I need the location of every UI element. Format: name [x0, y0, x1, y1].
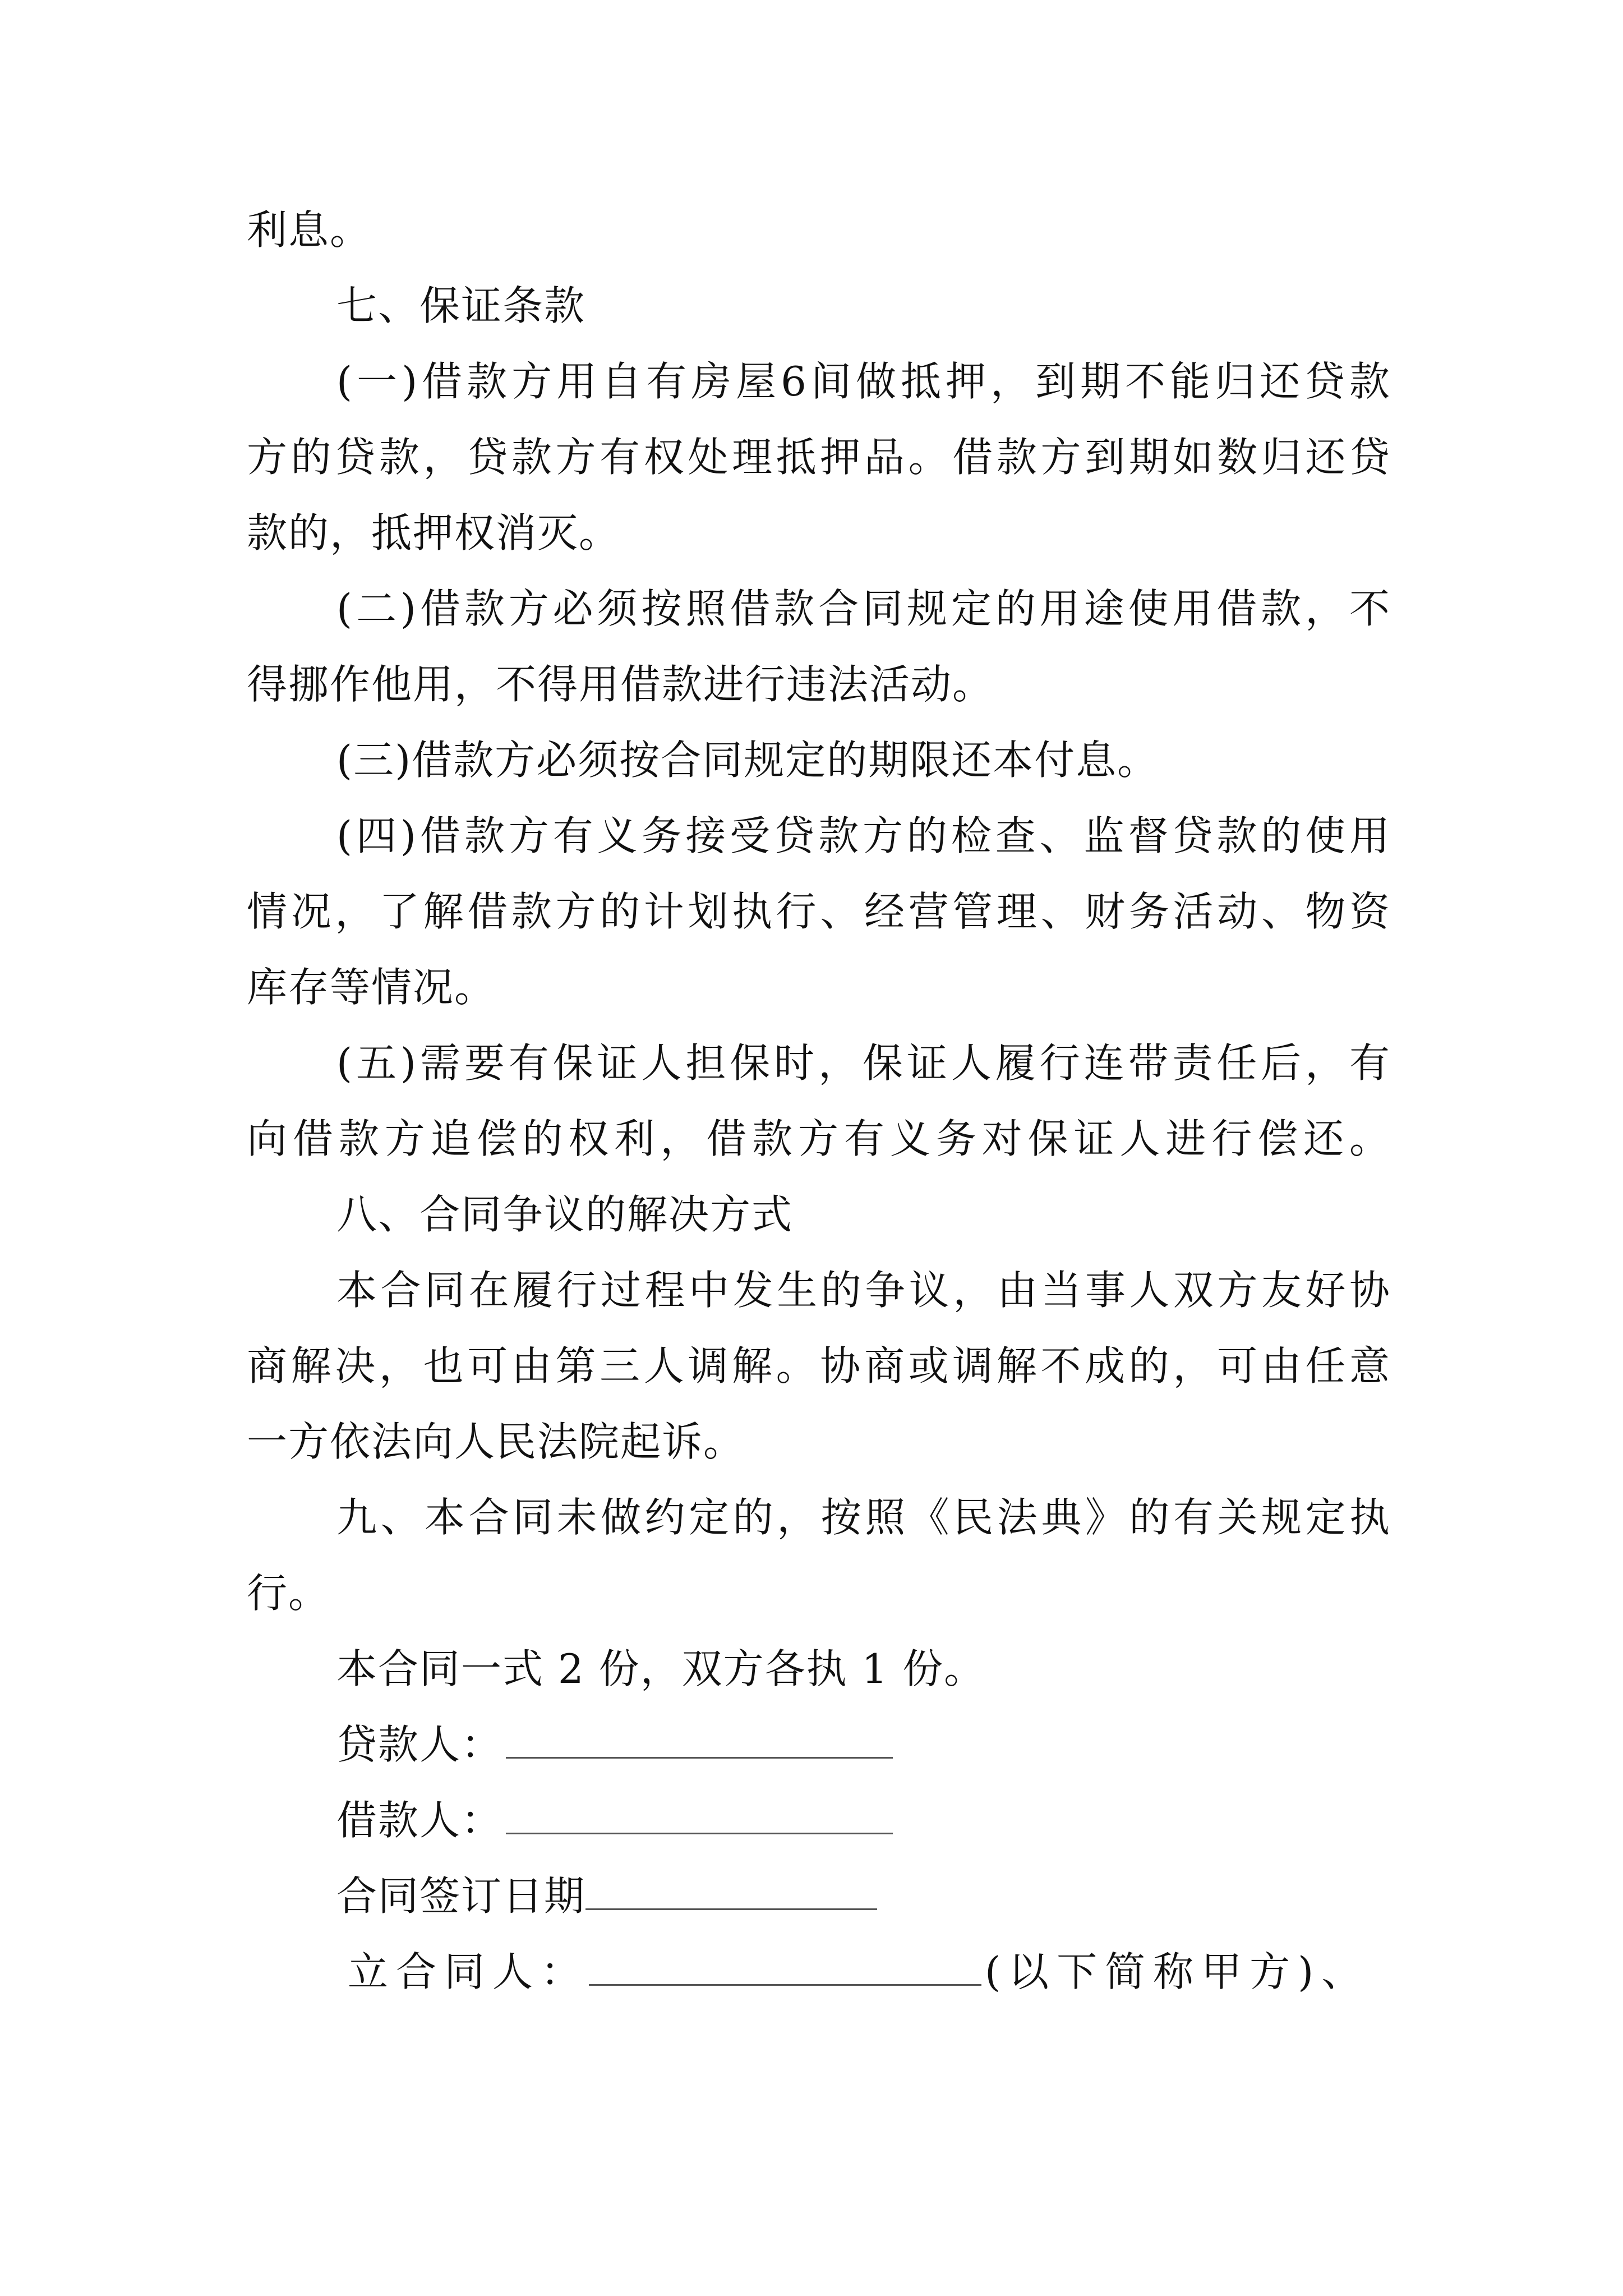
borrower-signature-row: [336, 1792, 1481, 1848]
party-row: [348, 1944, 1391, 2000]
lender-signature-blank: [506, 1718, 893, 1759]
date-label: 合同签订日期: [336, 1872, 586, 1920]
text-line: (二)借款方必须按照借款合同规定的用途使用借款，不: [336, 585, 1391, 632]
section-heading: 八、合同争议的解决方式: [336, 1191, 794, 1238]
text-line: 库存等情况。: [247, 964, 496, 1011]
party-blank: [589, 1945, 981, 1986]
text-line: 利息。: [247, 206, 372, 254]
borrower-label: 借款人：: [336, 1797, 503, 1844]
lender-signature-row: [336, 1717, 1481, 1773]
text-line: (三)借款方必须按合同规定的期限还本付息。: [336, 737, 1159, 784]
text-line: 情况，了解借款方的计划执行、经营管理、财务活动、物资: [247, 888, 1391, 935]
date-signature-row: [336, 1868, 1481, 1924]
text-line: 本合同一式 2 份，双方各执 1 份。: [336, 1645, 986, 1692]
party-label: 立合同人：: [348, 1948, 589, 1995]
text-line: 九、本合同未做约定的，按照《民法典》的有关规定执: [336, 1494, 1391, 1541]
text-line: (一)借款方用自有房屋6间做抵押，到期不能归还贷款: [336, 358, 1391, 405]
text-line: (四)借款方有义务接受贷款方的检查、监督贷款的使用: [336, 812, 1391, 859]
text-line: 得挪作他用，不得用借款进行违法活动。: [247, 661, 994, 708]
text-line: 行。: [247, 1570, 330, 1617]
text-line: 向借款方追偿的权利，借款方有义务对保证人进行偿还。: [247, 1115, 1391, 1162]
section-heading: 七、保证条款: [336, 282, 586, 329]
lender-label: 贷款人：: [336, 1721, 503, 1768]
text-line: (五)需要有保证人担保时，保证人履行连带责任后，有: [336, 1039, 1391, 1087]
date-blank: [585, 1869, 877, 1910]
text-line: 商解决，也可由第三人调解。协商或调解不成的，可由任意: [247, 1342, 1391, 1389]
text-line: 本合同在履行过程中发生的争议，由当事人双方友好协: [336, 1267, 1391, 1314]
borrower-signature-blank: [506, 1793, 893, 1834]
party-suffix: (以下简称甲方)、: [985, 1948, 1370, 1995]
text-line: 方的贷款，贷款方有权处理抵押品。借款方到期如数归还贷: [247, 434, 1391, 481]
text-line: 一方依法向人民法院起诉。: [247, 1418, 745, 1465]
text-line: 款的，抵押权消灭。: [247, 509, 621, 556]
